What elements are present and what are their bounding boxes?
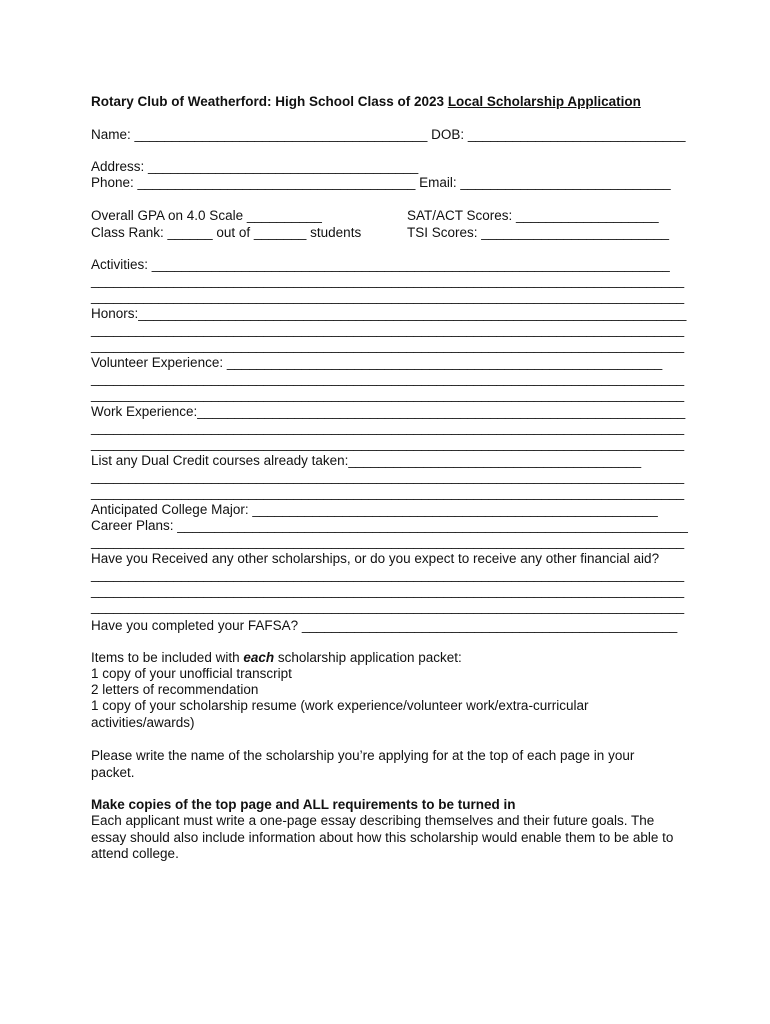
other-scholarships-line-3[interactable]: _______________________________________________________________________________ bbox=[91, 599, 685, 614]
form-title-underlined: Local Scholarship Application bbox=[447, 94, 641, 109]
fafsa-field[interactable]: Have you completed your FAFSA? __________________________________________________ bbox=[91, 618, 678, 633]
copies-heading: Make copies of the top page and ALL requirements to be turned in bbox=[91, 797, 516, 812]
college-major-field[interactable]: Anticipated College Major: ______________________________________________________ bbox=[91, 502, 658, 517]
items-intro-post: scholarship application packet: bbox=[274, 650, 462, 665]
work-line-3[interactable]: _______________________________________________________________________________ bbox=[91, 436, 685, 451]
phone-email-field[interactable]: Phone: _____________________________________ Email: ____________________________ bbox=[91, 175, 671, 190]
volunteer-line-3[interactable]: _______________________________________________________________________________ bbox=[91, 387, 685, 402]
work-line-2[interactable]: _______________________________________________________________________________ bbox=[91, 420, 685, 435]
item-transcript: 1 copy of your unofficial transcript bbox=[91, 666, 292, 681]
activities-field[interactable]: Activities: _____________________________________________________________________ bbox=[91, 257, 670, 272]
item-resume: 1 copy of your scholarship resume (work experience/volunteer work/extra-curricular activities/awards) bbox=[91, 698, 589, 730]
address-field[interactable]: Address: ____________________________________ bbox=[91, 159, 419, 174]
volunteer-field[interactable]: Volunteer Experience: __________________________________________________________ bbox=[91, 355, 663, 370]
career-plans-field[interactable]: Career Plans: ____________________________________________________________________ bbox=[91, 518, 688, 533]
honors-line-2[interactable]: _______________________________________________________________________________ bbox=[91, 322, 685, 337]
items-intro-emphasis: each bbox=[243, 650, 275, 665]
honors-line-3[interactable]: _______________________________________________________________________________ bbox=[91, 338, 685, 353]
work-field[interactable]: Work Experience:_________________________________________________________________ bbox=[91, 404, 686, 419]
volunteer-line-2[interactable]: _______________________________________________________________________________ bbox=[91, 371, 685, 386]
other-scholarships-line-2[interactable]: _______________________________________________________________________________ bbox=[91, 583, 685, 598]
items-intro-pre: Items to be included with bbox=[91, 650, 244, 665]
activities-line-2[interactable]: _______________________________________________________________________________ bbox=[91, 273, 685, 288]
form-title-main: Rotary Club of Weatherford: High School Class of 2023 bbox=[91, 94, 448, 109]
scholarship-name-note: Please write the name of the scholarship you’re applying for at the top of each page in your packet. bbox=[91, 748, 635, 780]
other-scholarships-question: Have you Received any other scholarships, or do you expect to receive any other financial aid? bbox=[91, 551, 660, 566]
class-rank-field[interactable]: Class Rank: ______ out of _______ students bbox=[91, 225, 362, 240]
name-dob-field[interactable]: Name: _______________________________________ DOB: _____________________________ bbox=[91, 127, 686, 142]
sat-act-field[interactable]: SAT/ACT Scores: ___________________ bbox=[407, 208, 659, 223]
dual-credit-line-3[interactable]: _______________________________________________________________________________ bbox=[91, 485, 685, 500]
activities-line-3[interactable]: _______________________________________________________________________________ bbox=[91, 289, 685, 304]
dual-credit-line-2[interactable]: _______________________________________________________________________________ bbox=[91, 469, 685, 484]
form-title bbox=[91, 94, 641, 110]
item-recommendations: 2 letters of recommendation bbox=[91, 682, 259, 697]
other-scholarships-line-1[interactable]: _______________________________________________________________________________ bbox=[91, 567, 685, 582]
items-intro bbox=[91, 650, 462, 666]
honors-field[interactable]: Honors:_________________________________________________________________________ bbox=[91, 306, 687, 321]
essay-instructions: Each applicant must write a one-page essay describing themselves and their future goals. The essay should also include information about how this scholarship would enable them to be able to attend college. bbox=[91, 813, 674, 861]
career-plans-line-2[interactable]: _______________________________________________________________________________ bbox=[91, 534, 685, 549]
tsi-field[interactable]: TSI Scores: _________________________ bbox=[407, 225, 669, 240]
gpa-field[interactable]: Overall GPA on 4.0 Scale __________ bbox=[91, 208, 322, 223]
dual-credit-field[interactable]: List any Dual Credit courses already taken:_______________________________________ bbox=[91, 453, 642, 468]
